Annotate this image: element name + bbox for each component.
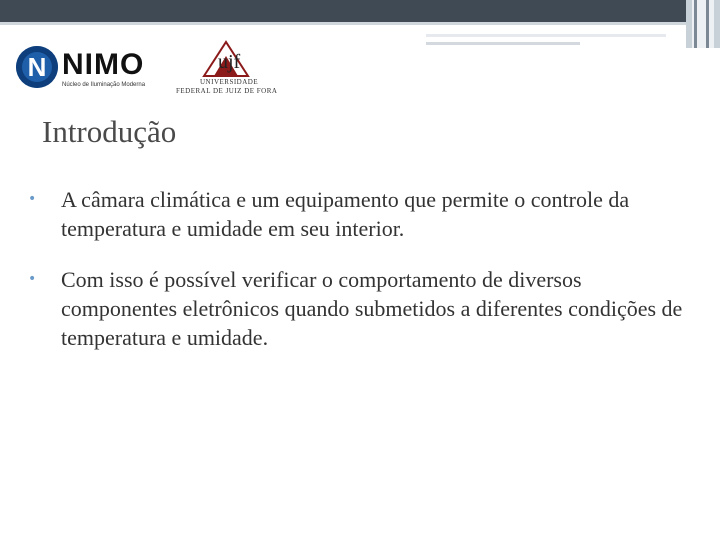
- ufjf-logo: [176, 38, 280, 100]
- bullet-icon: •: [28, 271, 37, 287]
- nimo-logo-initial: N: [27, 52, 47, 82]
- nimo-logo-name: NIMO: [62, 48, 145, 81]
- top-stripe-short: [426, 42, 580, 45]
- bullet-text: A câmara climática e um equipamento que permite o controle da temperatura e umidade em seu interior.: [61, 187, 630, 241]
- top-stripe: [426, 34, 666, 37]
- ufjf-logo-text: [176, 78, 280, 96]
- ufjf-logo-line2: FEDERAL DE JUIZ DE FORA: [176, 87, 278, 95]
- svg-text:ujf: ujf: [218, 51, 241, 73]
- bullet-item: [28, 185, 698, 243]
- bullet-icon: •: [28, 191, 37, 207]
- bullet-item: [28, 265, 698, 352]
- nimo-logo-subtitle: Núcleo de Iluminação Moderna: [62, 82, 146, 88]
- top-decorative-bar: [0, 0, 720, 22]
- nimo-logo-emblem: [16, 46, 58, 88]
- top-bar-fill: [0, 0, 720, 22]
- nimo-logo: [16, 44, 156, 96]
- top-right-ornament: [686, 0, 720, 48]
- bullet-text: Com isso é possível verificar o comportamento de diversos componentes eletrônicos quando submetidos a diferentes condições de temperatura e umidade.: [61, 267, 683, 350]
- bullet-list: [28, 185, 698, 374]
- ufjf-logo-line1: UNIVERSIDADE: [200, 78, 259, 86]
- ufjf-logo-mark: [196, 38, 256, 78]
- top-rule: [0, 22, 686, 25]
- slide-title: Introdução: [42, 114, 177, 149]
